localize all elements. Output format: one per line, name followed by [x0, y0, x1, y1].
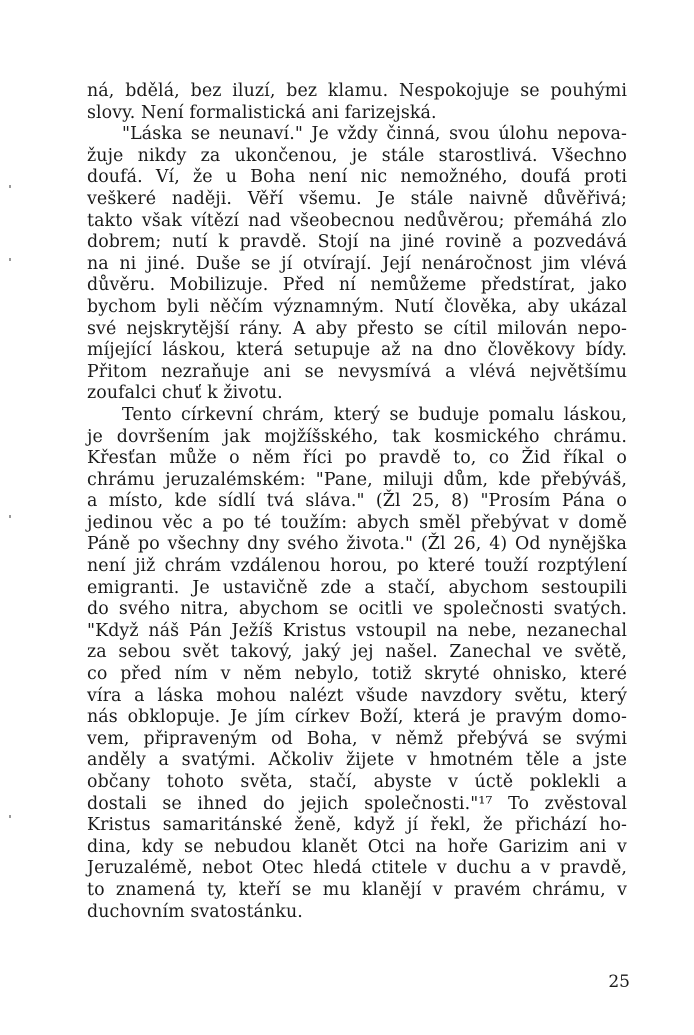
text-line: žuje nikdy za ukončenou, je stále starostlivá. Všechno	[87, 145, 627, 166]
text-line: Křesťan může o něm říci po pravdě to, co Žid říkal o	[87, 448, 627, 469]
text-line: své nejskrytější rány. A aby přesto se cítil milován nepo-	[87, 318, 627, 339]
text-line: a místo, kde sídlí tvá sláva." (Žl 25, 8) "Prosím Pána o	[87, 491, 627, 512]
text-line: dina, kdy se nebudou klanět Otci na hoře Garizim ani v	[87, 836, 627, 857]
text-line: Tento církevní chrám, který se buduje pomalu láskou,	[122, 404, 627, 425]
text-line: slovy. Není formalistická ani farizejská.	[87, 102, 437, 123]
text-line: dobrem; nutí k pravdě. Stojí na jiné rovině a pozvedává	[87, 232, 627, 253]
text-line: duchovním svatostánku.	[87, 901, 303, 922]
text-line: zoufalci chuť k životu.	[87, 383, 283, 404]
body-text	[87, 81, 627, 923]
text-line: Jeruzalémě, nebot Otec hledá ctitele v duchu a v pravdě,	[87, 858, 627, 879]
text-line: emigranti. Je ustavičně zde a stačí, abychom sestoupili	[87, 577, 627, 598]
scan-margin-mark	[9, 815, 11, 818]
text-line: důvěru. Mobilizuje. Před ní nemůžeme předstírat, jako	[87, 275, 627, 296]
text-line: chrámu jeruzalémském: "Pane, miluji dům, kde přebýváš,	[87, 469, 627, 490]
text-line: "Láska se neunaví." Je vždy činná, svou úlohu nepova-	[122, 124, 627, 145]
text-line: na ni jiné. Duše se jí otvírají. Její nenáročnost jim vlévá	[87, 253, 627, 274]
scan-margin-mark	[9, 515, 11, 518]
text-line: doufá. Ví, že u Boha není nic nemožného, doufá proti	[87, 167, 627, 188]
text-line: anděly a svatými. Ačkoliv žijete v hmotném těle a jste	[87, 750, 627, 771]
text-line: není již chrám vzdálenou horou, po které touží rozptýlení	[87, 556, 627, 577]
text-line: co před ním v něm nebylo, totiž skryté ohnisko, které	[87, 664, 627, 685]
text-line: za sebou svět takový, jaký jej našel. Zanechal ve světě,	[87, 642, 627, 663]
text-line: nás obklopuje. Je jím církev Boží, která je pravým domo-	[87, 707, 627, 728]
text-line: "Když náš Pán Ježíš Kristus vstoupil na nebe, nezanechal	[87, 620, 627, 641]
text-line: vem, připraveným od Boha, v němž přebývá se svými	[87, 728, 627, 749]
text-line: je dovršením jak mojžíšského, tak kosmického chrámu.	[87, 426, 627, 447]
text-line: veškeré naději. Věří všemu. Je stále naivně důvěřivá;	[87, 188, 627, 209]
text-line: jedinou věc a po té toužím: abych směl přebývat v domě	[87, 512, 627, 533]
text-line: občany tohoto světa, stačí, abyste v úctě poklekli a	[87, 772, 627, 792]
text-line: Páně po všechny dny svého života." (Žl 26, 4) Od nynějška	[87, 534, 627, 555]
text-line: Přitom nezraňuje ani se nevysmívá a vlévá největšímu	[87, 361, 627, 382]
text-line: víra a láska mohou nalézt všude navzdory světu, který	[87, 685, 627, 706]
text-line: míjející láskou, která setupuje až na dno člověkovy bídy.	[87, 340, 627, 361]
text-line: dostali se ihned do jejich společnosti."¹⁷ To zvěstoval	[87, 793, 627, 814]
text-line: Kristus samaritánské ženě, když jí řekl, že přichází ho-	[87, 815, 627, 836]
text-line: bychom byli něčím významným. Nutí člověka, aby ukázal	[87, 296, 627, 317]
scan-margin-mark	[9, 258, 11, 261]
text-line: to znamená ty, kteří se mu klanějí v pravém chrámu, v	[87, 879, 627, 900]
scan-margin-mark	[9, 185, 11, 188]
text-line: do svého nitra, abychom se ocitli ve společnosti svatých.	[87, 599, 627, 620]
text-line: takto však vítězí nad všeobecnou nedůvěrou; přemáhá zlo	[87, 210, 627, 231]
page-number: 25	[608, 972, 630, 992]
text-line: ná, bdělá, bez iluzí, bez klamu. Nespokojuje se pouhými	[87, 81, 627, 101]
